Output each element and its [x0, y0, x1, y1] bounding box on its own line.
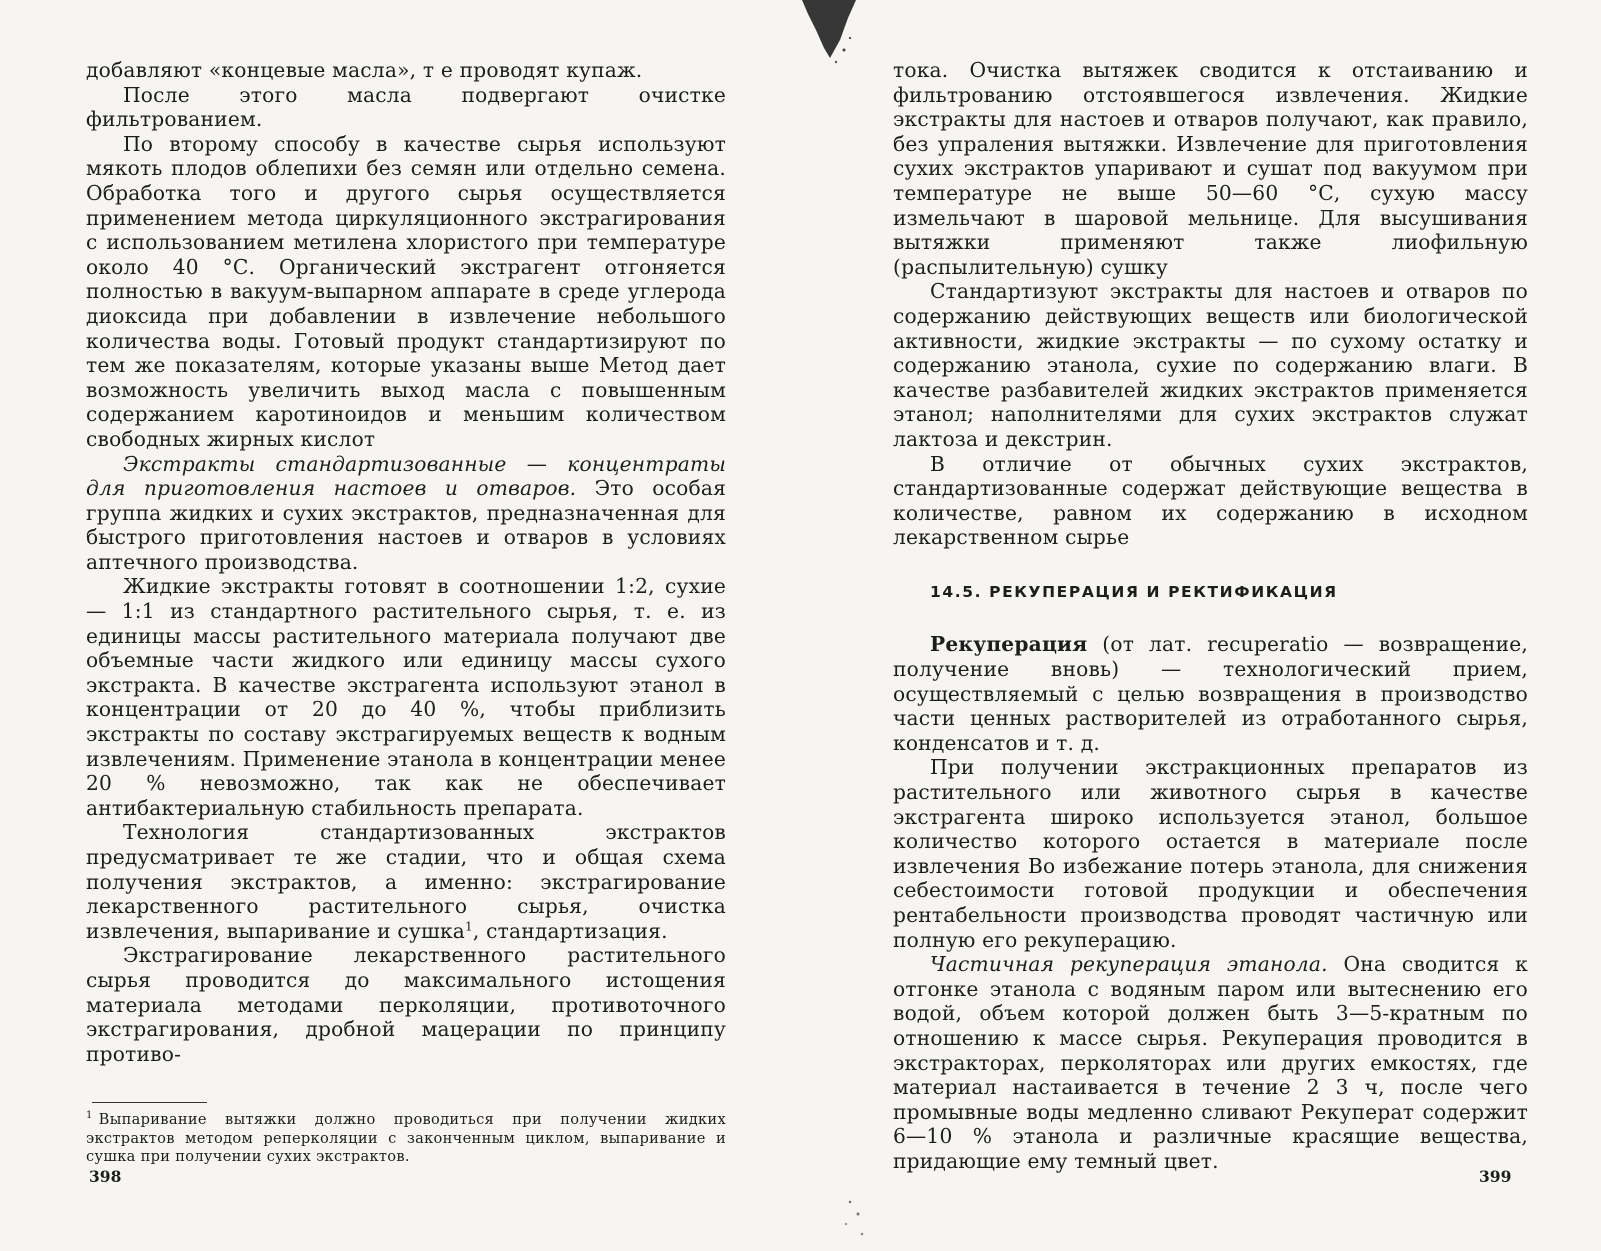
left-paragraph-3: По второму способу в качестве сырья используют мякоть плодов облепихи без семян или отдельно семена. Обработка того и другого сырья осуществляется применением метода циркуляционного экстрагирования с использованием метилена хлористого при температуре около 40 °С. Органический экстрагент отгоняется полностью в вакуум-выпарном аппарате в среде углерода диоксида при добавлении в извлечение небольшого количества воды. Готовый продукт стандартизируют по тем же показателям, которые указаны выше Метод дает возможность увеличить выход масла с повышенным содержанием каротиноидов и меньшим количеством свободных жирных кислот [86, 131, 726, 451]
technology-text: Технология стандартизованных экстрактов предусматривает те же стадии, что и общая схема получения экстрактов, а именно: экстрагирование лекарственного растительного сырья, очистка извлечения, выпаривание и сушка [86, 820, 726, 943]
right-paragraph-6 [893, 952, 1528, 1173]
standardized-extracts-text: Это особая группа жидких и сухих экстрактов, предназначенная для быстрого приготовления настоев и отваров в условиях аптечного производства. [86, 476, 727, 574]
left-paragraph-6 [86, 820, 726, 943]
right-paragraph-1: тока. Очистка вытяжек сводится к отстаиванию и фильтрованию отстоявшегося извлечения. Жидкие экстракты для настоев и отваров получают, как правило, без упраления вытяжки. Извлечение для приготовления сухих экстрактов упаривают и сушат под вакуумом при температуре не выше 50—60 °С, сухую массу измельчают в шаровой мельнице. Для высушивания вытяжки применяют также лиофильную (распылительную) сушку [893, 58, 1528, 279]
right-paragraph-5: При получении экстракционных препаратов из растительного или животного сырья в качестве экстрагента широко используется этанол, большое количество которого остается в материале после извлечения Во избежание потерь этанола, для снижения себестоимости готовой продукции и обеспечения рентабельности производства проводят частичную или полную его рекуперацию. [893, 755, 1528, 952]
binding-smudge-bottom [830, 1190, 880, 1245]
recuperation-definition: (от лат. recuperatio — возвращение, получение вновь) — технологический прием, осуществляемый с целью возвращения в производство части ценных растворителей из отработанного сырья, конденсатов и т. д. [893, 632, 1528, 755]
footnote-reference: 1 [465, 919, 473, 934]
left-page-number: 398 [89, 1167, 122, 1186]
footnote-divider [92, 1102, 207, 1103]
left-paragraph-5: Жидкие экстракты готовят в соотношении 1:2, сухие — 1:1 из стандартного растительного сырья, т. е. из единицы массы растительного материала получают две объемные части жидкого или единицу массы сухого экстракта. В качестве экстрагента используют этанол в концентрации от 20 до 40 %, чтобы приблизить экстракты по составу экстрагируемых веществ к водным извлечениям. Применение этанола в концентрации менее 20 % невозможно, так как не обеспечивает антибактериальную стабильность препарата. [86, 574, 727, 820]
left-paragraph-1: добавляют «концевые масла», т е проводят купаж. [86, 58, 643, 82]
section-heading: 14.5. РЕКУПЕРАЦИЯ И РЕКТИФИКАЦИЯ [930, 582, 1338, 601]
right-paragraph-3: В отличие от обычных сухих экстрактов, стандартизованные содержат действующие вещества в количестве, равном их содержанию в исходном лекарственном сырье [893, 451, 1528, 550]
recuperation-term: Рекуперация [930, 632, 1088, 657]
left-paragraph-7: Экстрагирование лекарственного растительного сырья проводится до максимального истощения материала методами перколяции, противоточного экстрагирования, дробной мацерации по принципу противо- [86, 943, 726, 1066]
partial-recuperation-term: Частичная рекуперация этанола. [930, 952, 1328, 977]
right-paragraph-2: Стандартизуют экстракты для настоев и отваров по содержанию действующих веществ или биологической активности, жидкие экстракты — по сухому остатку и содержанию этанола, сухие по содержанию влаги. В качестве разбавителей жидких экстрактов применяется этанол; наполнителями для сухих экстрактов служат лактоза и декстрин. [893, 279, 1528, 451]
right-page [893, 58, 1528, 1174]
binding-smudge-top [800, 0, 858, 70]
footnote-text: Выпаривание вытяжки должно проводиться при получении жидких экстрактов методом реперколяции с законченным циклом, выпаривание и сушка при получении сухих экстрактов. [86, 1111, 726, 1166]
footnote-mark: 1 [86, 1110, 93, 1122]
right-paragraph-4 [893, 632, 1528, 755]
standardized-extracts-term: Экстракты стандартизованные — концентраты для приготовления настоев и отваров. [86, 451, 726, 501]
left-page [86, 58, 726, 1167]
partial-recuperation-text: Она сводится к отгонке этанола с водяным паром или вытеснению его водой, объем которой должен быть 3—5-кратным по отношению к массе сырья. Рекуперация проводится в экстракторах, перколяторах или других емкостях, где материал настаивается в течение 2 3 ч, после чего промывные воды медленно сливают Рекуперат содержит 6—10 % этанола и различные красящие вещества, придающие ему темный цвет. [893, 952, 1528, 1173]
footnote [86, 1111, 726, 1166]
left-paragraph-2: После этого масла подвергают очистке фильтрованием. [86, 82, 726, 132]
right-page-number: 399 [1479, 1167, 1512, 1186]
left-paragraph-4 [86, 452, 726, 575]
technology-text-end: , стандартизация. [472, 918, 668, 943]
